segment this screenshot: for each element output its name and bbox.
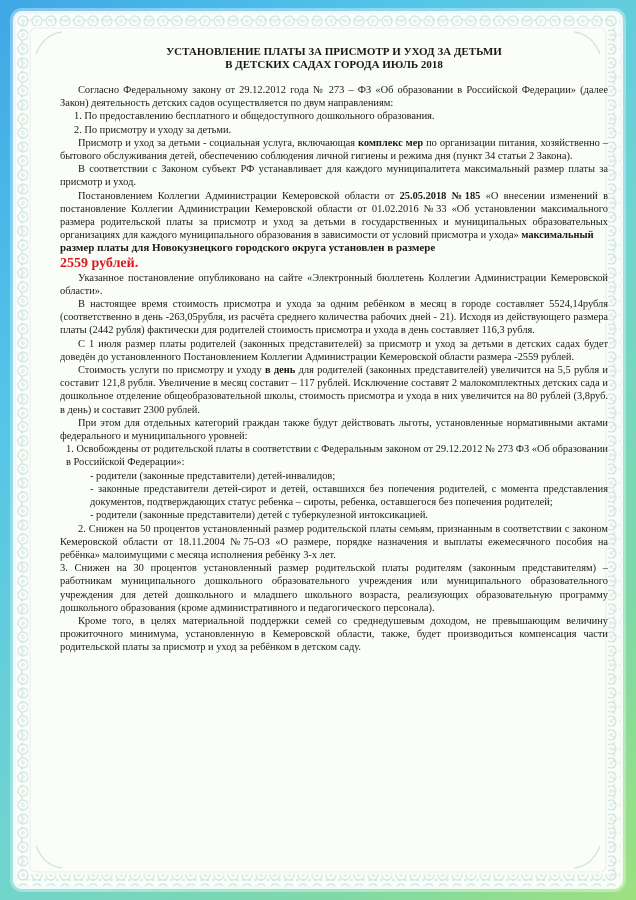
benefits-paragraph: При этом для отдельных категорий граждан также будут действовать льготы, установленные нормативными актами федерального и муниципального уровней: bbox=[60, 417, 608, 443]
document-frame bbox=[16, 14, 620, 886]
decree-text-1: Постановлением Коллегии Администрации Кемеровской области от bbox=[78, 190, 400, 202]
care-bold: комплекс мер bbox=[358, 137, 424, 149]
direction-item-1: 1. По предоставлению бесплатного и общедоступного дошкольного образования. bbox=[74, 111, 435, 123]
document-body bbox=[60, 46, 608, 655]
benefit-1-item-1: - родители (законные представители) детей-инвалидов; bbox=[90, 470, 336, 482]
intro-paragraph: Согласно Федеральному закону от 29.12.2012 года № 273 – ФЗ «Об образовании в Российской Федерации» (далее Закон) деятельность детских садов осуществляется по двум направлениям: bbox=[60, 85, 608, 110]
final-paragraph: Кроме того, в целях материальной поддержки семей со среднедушевым доходом, не превышающим величину прожиточного минимума, установленную в Кемеровской области, также, будет производиться компенсация части родительской платы за присмотр и уход за ребёнком в детском саду. bbox=[60, 615, 608, 654]
law-paragraph: В соответствии с Законом субъект РФ устанавливает для каждого муниципалитета максимальный размер платы за присмотр и уход. bbox=[60, 164, 608, 189]
care-paragraph bbox=[60, 137, 608, 163]
july-paragraph: С 1 июля размер платы родителей (законных представителей) за присмотр и уход за детьми в детских садах будет доведён до установленного Постановлением Коллегии Администрации Кемеровской области размера -2559 рублей. bbox=[60, 338, 608, 363]
benefit-1-title: 1. Освобождены от родительской платы в соответствии с Федеральным законом от 29.12.2012 № 273 ФЗ «Об образовании в Российской Федерации»: bbox=[66, 444, 608, 469]
direction-item-2: 2. По присмотру и уходу за детьми. bbox=[74, 124, 232, 136]
title-line-2: В ДЕТСКИХ САДАХ ГОРОДА ИЮЛЬ 2018 bbox=[225, 59, 443, 71]
amount-highlight: 2559 рублей. bbox=[60, 255, 139, 271]
published-paragraph: Указанное постановление опубликовано на сайте «Электронный бюллетень Коллегии Администрации Кемеровской области». bbox=[60, 272, 608, 297]
benefit-2: 2. Снижен на 50 процентов установленный размер родительской платы семьям, признанным в соответствии с законом Кемеровской области от 18.11.2004 №75-ОЗ «О размере, порядке назначения и выплаты ежемесячного пособия на ребёнка» малоимущими с месяца исполнения ребёнку 3-х лет. bbox=[60, 523, 608, 561]
benefit-1-item-3: - родители (законные представители) детей с туберкулезной интоксикацией. bbox=[90, 510, 429, 522]
daily-paragraph bbox=[60, 364, 608, 417]
decree-bold-line: размер платы для Новокузнецкого городского округа установлен в размере bbox=[60, 242, 436, 255]
care-text-2: по организации питания, хозяйственно – бытового обслуживания детей, обеспечению соблюдения личной гигиены и режима дня (пункт 34 статьи 2 Закона). bbox=[60, 137, 608, 163]
daily-bold: в день bbox=[264, 365, 296, 377]
page-title bbox=[60, 46, 608, 72]
decree-paragraph bbox=[60, 190, 608, 243]
daily-text-2: для родителей (законных представителей) увеличится на 5,5 рубля и составит 121,8 рубля. Увеличение в месяц составит – 117 рублей. Исключение составят 2 малокомплектных детских сада и дошкольное отделение общеобразовательной школы, стоимость присмотра и ухода в них увеличится на 80 рублей (3,8руб. в день) и составит 2300 рублей. bbox=[60, 365, 608, 416]
benefit-1-item-2: - законные представители детей-сирот и детей, оставшихся без попечения родителей, с момента представления документов, подтверждающих статус ребенка – сироты, ребенка, оставшегося без попечения родителей; bbox=[90, 483, 608, 509]
decree-bold-tail: максимальный bbox=[521, 230, 594, 242]
cost-paragraph: В настоящее время стоимость присмотра и ухода за одним ребёнком в месяц в городе составляет 5524,14рубля (соответственно в день -263,05рубля, из расчёта среднего количества рабочих дней - 21). Исходя из действующего размера платы (2442 рубля) фактически для родителей стоимость присмотра и ухода в день составляет 116,3 рубля. bbox=[60, 299, 608, 337]
title-line-1: УСТАНОВЛЕНИЕ ПЛАТЫ ЗА ПРИСМОТР И УХОД ЗА ДЕТЬМИ bbox=[166, 46, 502, 58]
daily-text-1: Стоимость услуги по присмотру и уходу bbox=[78, 365, 265, 377]
care-text-1: Присмотр и уход за детьми - социальная услуга, включающая bbox=[78, 137, 358, 149]
decree-bold-number: 25.05.2018 №185 bbox=[399, 190, 481, 202]
benefit-3: 3. Снижен на 30 процентов установленный размер родительской платы родителям (законным представителям) – работникам муниципального дошкольного образовательного учреждения или муниципального образовательного учреждения для детей дошкольного и младшего школьного возраста, реализующих образовательную программу дошкольного образования (кроме административного и педагогического персонала). bbox=[60, 563, 608, 614]
decree-text-2: «О внесении изменений в постановление Коллегии Администрации Кемеровской области от 01.02.2016 №33 «Об установлении максимального размера родительской платы за присмотр и уход за детьми в государственных и муниципальных образовательных организациях для каждого муниципального образования в зависимости от условий присмотра и ухода» bbox=[60, 190, 608, 242]
